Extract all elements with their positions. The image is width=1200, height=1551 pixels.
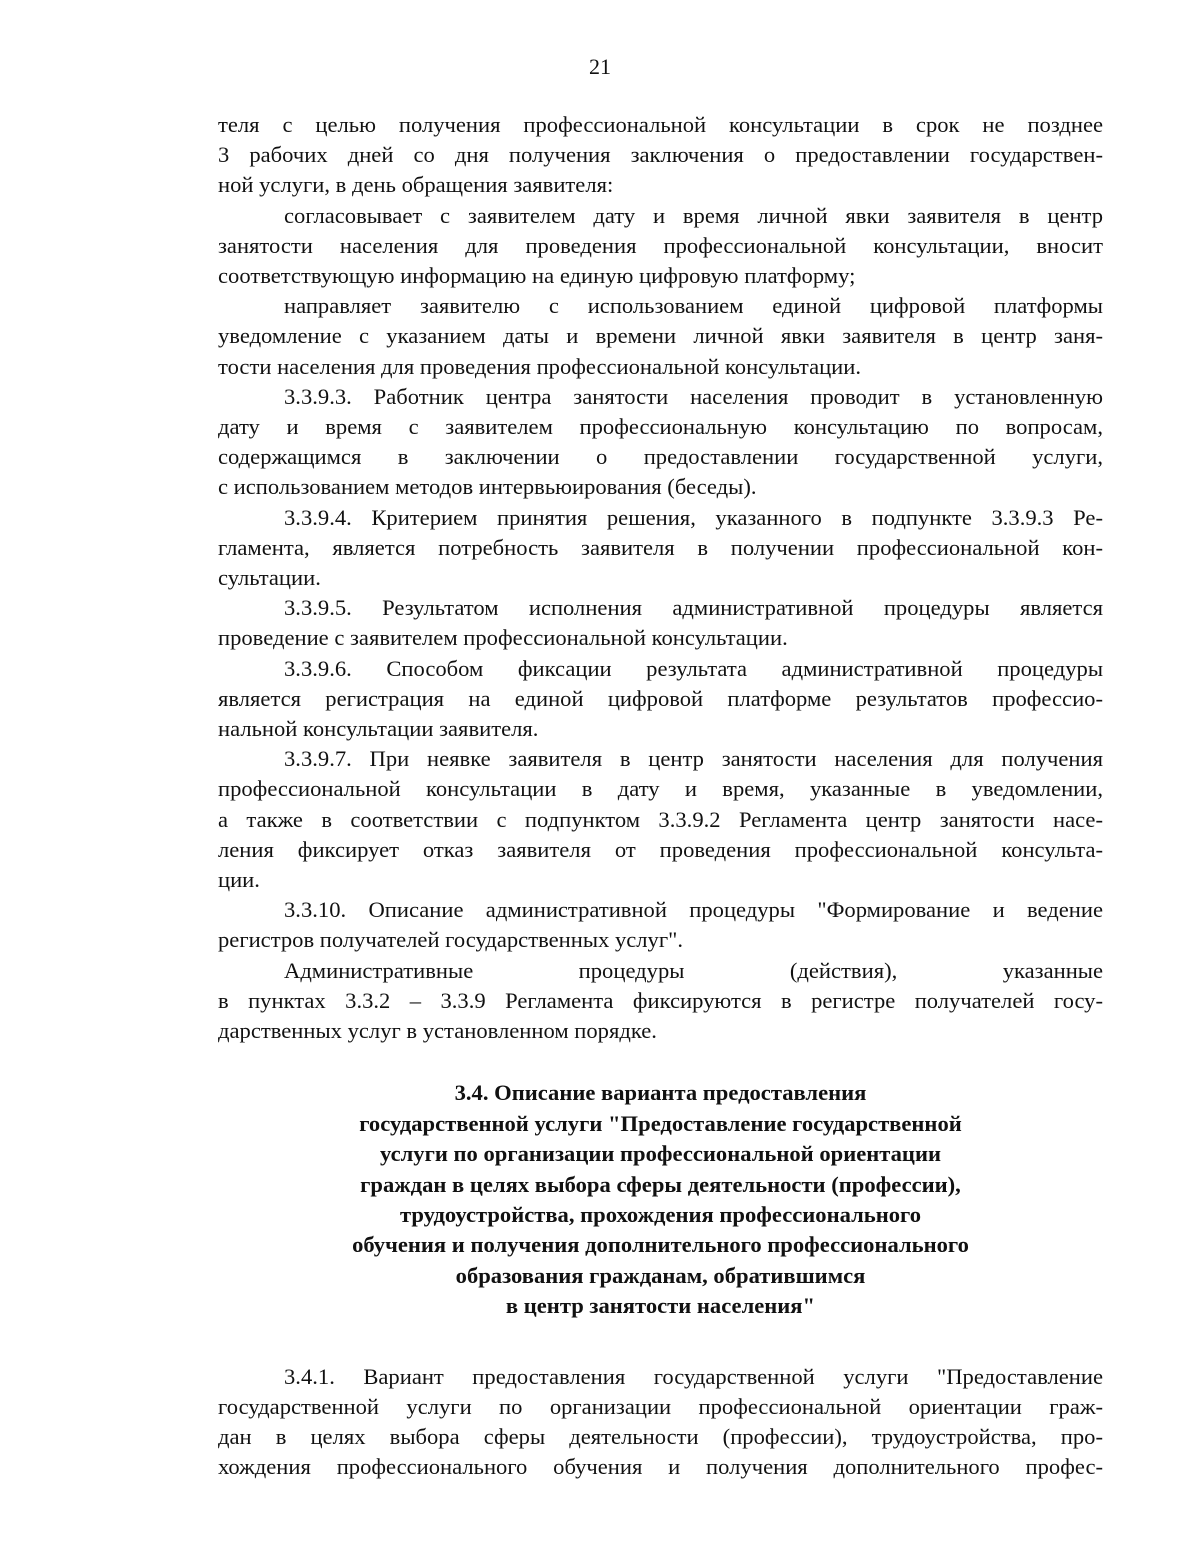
paragraph-sends-notification [218, 291, 1103, 382]
heading-line: услуги по организации профессиональной ориентации [380, 1141, 941, 1167]
text-line: занятости населения для проведения профессиональной консультации, вносит [218, 232, 1103, 258]
text-line: гламента, является потребность заявителя в получении профессиональной кон- [218, 534, 1103, 560]
paragraph-3-3-9-6 [218, 654, 1103, 745]
text-line: Административные процедуры (действия), указанные [284, 957, 1103, 983]
text-line: в пунктах 3.3.2 – 3.3.9 Регламента фиксируются в регистре получателей госу- [218, 987, 1103, 1013]
text-line: проведение с заявителем профессиональной консультации. [218, 625, 788, 651]
paragraph-3-3-9-5 [218, 593, 1103, 653]
text-line: теля с целью получения профессиональной консультации в срок не позднее [218, 112, 1103, 137]
text-line: 3.4.1. Вариант предоставления государственной услуги "Предоставление [284, 1363, 1103, 1389]
text-line: тости населения для проведения профессиональной консультации. [218, 353, 862, 379]
text-line: 3.3.9.7. При неявке заявителя в центр занятости населения для получения [284, 746, 1103, 772]
paragraph-3-3-9-3 [218, 382, 1103, 503]
text-line: дан в целях выбора сферы деятельности (профессии), трудоустройства, про- [218, 1423, 1103, 1449]
text-line: регистров получателей государственных услуг". [218, 927, 683, 953]
text-line: 3.3.9.3. Работник центра занятости населения проводит в установленную [284, 383, 1103, 409]
text-line: с использованием методов интервьюирования (беседы). [218, 474, 757, 500]
text-line: является регистрация на единой цифровой платформе результатов профессио- [218, 685, 1103, 711]
text-line: соответствующую информацию на единую цифровую платформу; [218, 263, 856, 289]
heading-line: государственной услуги "Предоставление государственной [359, 1110, 962, 1136]
heading-line: обучения и получения дополнительного профессионального [352, 1232, 969, 1258]
text-line: 3.3.9.4. Критерием принятия решения, указанного в подпункте 3.3.9.3 Ре- [284, 504, 1103, 530]
section-heading-3-4 [218, 1078, 1103, 1321]
text-line: направляет заявителю с использованием единой цифровой платформы [284, 293, 1103, 319]
heading-line: в центр занятости населения" [505, 1293, 816, 1319]
text-line: сультации. [218, 565, 321, 591]
text-line: 3.3.9.5. Результатом исполнения административной процедуры является [284, 595, 1103, 621]
text-line: государственной услуги по организации профессиональной ориентации граж- [218, 1393, 1103, 1419]
text-line: содержащимся в заключении о предоставлении государственной услуги, [218, 444, 1103, 470]
text-line: дату и время с заявителем профессиональную консультацию по вопросам, [218, 414, 1103, 440]
text-line: ции. [218, 867, 260, 893]
text-line: ной услуги, в день обращения заявителя: [218, 172, 614, 198]
heading-line: образования гражданам, обратившимся [455, 1262, 866, 1288]
paragraph-3-3-9-7 [218, 744, 1103, 895]
text-line: уведомление с указанием даты и времени личной явки заявителя в центр заня- [218, 323, 1103, 349]
heading-line: трудоустройства, прохождения профессионального [399, 1201, 922, 1227]
text-line: 3.3.10. Описание административной процедуры "Формирование и ведение [284, 897, 1103, 923]
text-line: нальной консультации заявителя. [218, 716, 539, 742]
text-line: 3 рабочих дней со дня получения заключения о предоставлении государствен- [218, 142, 1103, 168]
text-line: хождения профессионального обучения и получения дополнительного профес- [218, 1454, 1103, 1480]
heading-line: граждан в целях выбора сферы деятельности (профессии), [360, 1171, 961, 1197]
text-line: а также в соответствии с подпунктом 3.3.9.2 Регламента центр занятости насе- [218, 806, 1103, 832]
paragraph-admin-procedures [218, 956, 1103, 1047]
heading-line: 3.4. Описание варианта предоставления [454, 1080, 867, 1106]
text-line: согласовывает с заявителем дату и время личной явки заявителя в центр [284, 202, 1103, 228]
paragraph-agrees-date [218, 201, 1103, 292]
paragraph-3-4-1 [218, 1362, 1103, 1483]
document-body [218, 110, 1103, 1482]
text-line: профессиональной консультации в дату и время, указанные в уведомлении, [218, 776, 1103, 802]
paragraph-consultation-deadline [218, 110, 1103, 201]
text-line: ления фиксирует отказ заявителя от проведения профессиональной консульта- [218, 836, 1103, 862]
paragraph-3-3-10 [218, 895, 1103, 955]
paragraph-3-3-9-4 [218, 503, 1103, 594]
page-number: 21 [589, 54, 611, 79]
text-line: дарственных услуг в установленном порядке. [218, 1018, 657, 1044]
text-line: 3.3.9.6. Способом фиксации результата административной процедуры [284, 655, 1103, 681]
